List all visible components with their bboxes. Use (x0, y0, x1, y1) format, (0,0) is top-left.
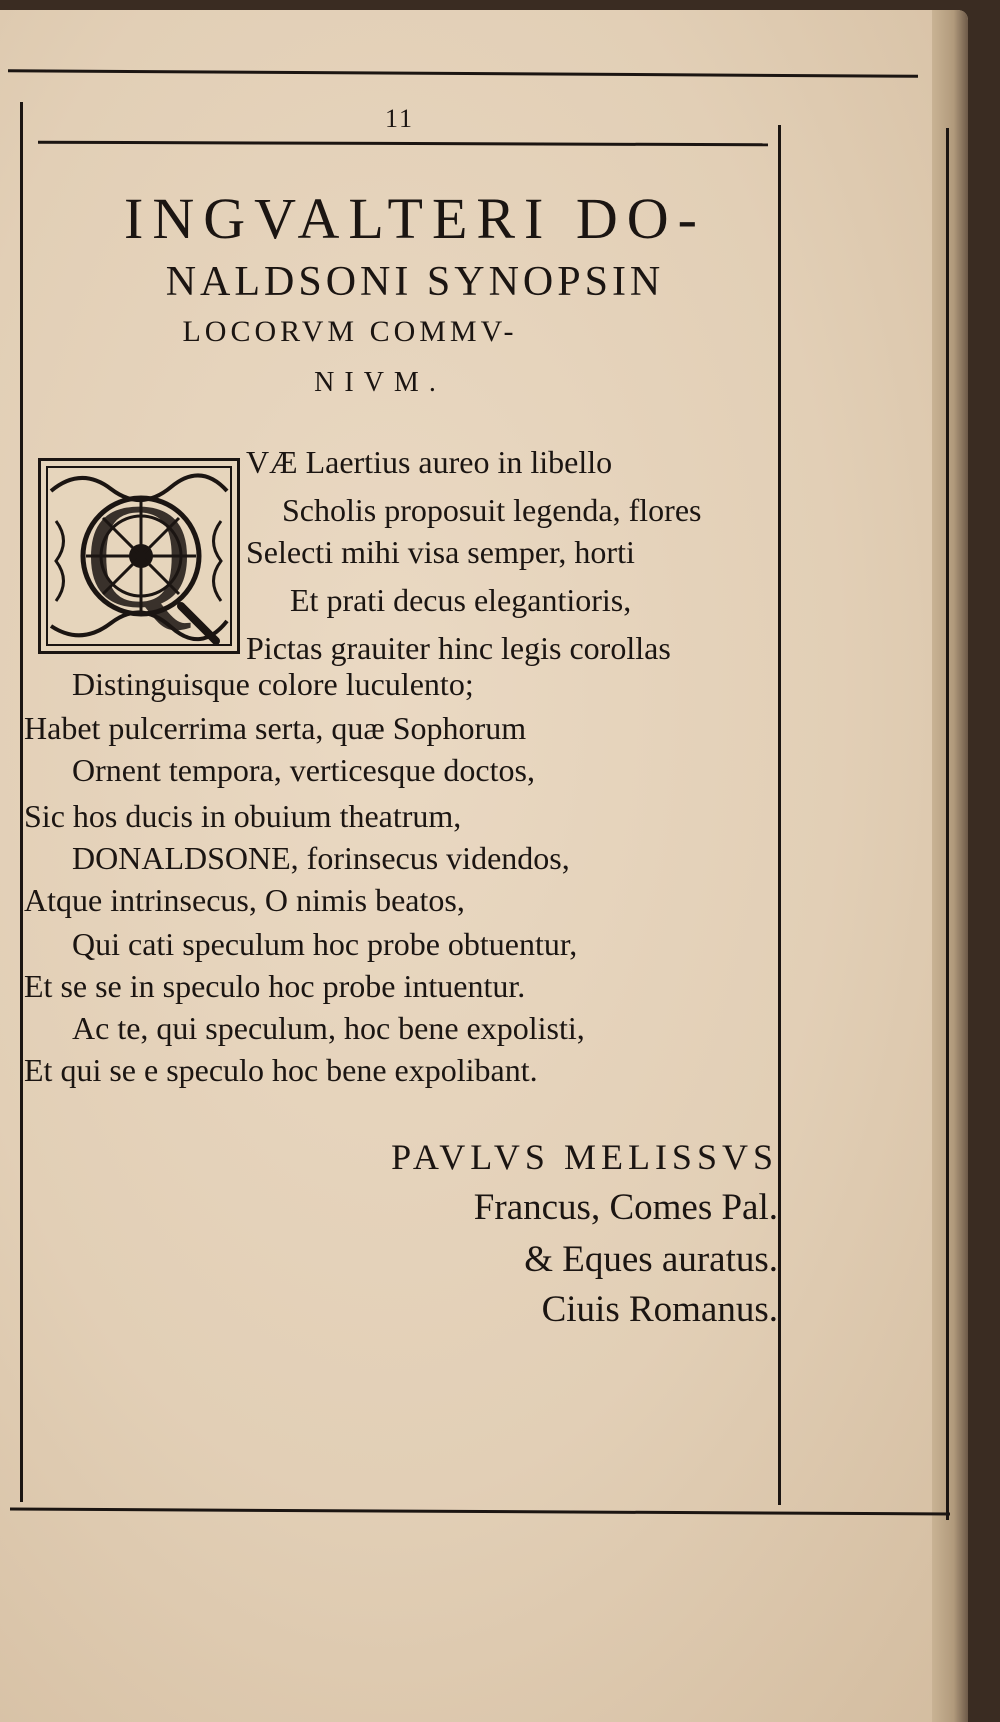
title-line-3: LOCORVM COMMV- (182, 315, 518, 348)
outer-right-rule (946, 128, 949, 1520)
top-rule (8, 69, 918, 78)
inner-right-rule (778, 125, 781, 1505)
poem-line: Ac te, qui speculum, hoc bene expolisti, (72, 1010, 585, 1046)
poem-line: Ornent tempora, verticesque doctos, (72, 752, 535, 788)
header-rule (38, 141, 768, 147)
poem-line: Sic hos ducis in obuium theatrum, (24, 798, 462, 834)
initial-letter: Q (84, 473, 194, 639)
poem-line: Qui cati speculum hoc probe obtuentur, (72, 926, 578, 962)
signature-line-3: & Eques auratus. (524, 1239, 778, 1280)
poem-line: DONALDSONE, forinsecus videndos, (72, 840, 570, 876)
left-rule (20, 102, 23, 1502)
page-edge (932, 10, 968, 1722)
signature-line-2: Francus, Comes Pal. (473, 1187, 778, 1228)
title-line-2: NALDSONI SYNOPSIN (165, 259, 665, 305)
signature-line-4: Ciuis Romanus. (541, 1289, 778, 1330)
title-line-4: NIVM. (314, 367, 446, 398)
poem-line: Atque intrinsecus, O nimis beatos, (24, 882, 465, 918)
bottom-rule (10, 1508, 950, 1516)
page-number: 11 (385, 104, 415, 133)
book-page (0, 10, 968, 1722)
title-line-1: INGVALTERI DO- (124, 186, 706, 251)
poem-line: Habet pulcerrima serta, quæ Sophorum (24, 710, 527, 746)
signature-name: PAVLVS MELISSVS (391, 1137, 778, 1177)
poem-line: Et qui se e speculo hoc bene expolibant. (24, 1052, 538, 1088)
poem-line: VÆ Laertius aureo in libello (246, 444, 613, 480)
poem-line: Selecti mihi visa semper, horti (246, 534, 635, 570)
poem-line: Et prati decus elegantioris, (290, 582, 632, 618)
decorated-initial (38, 458, 240, 654)
poem-line: Et se se in speculo hoc probe intuentur. (24, 968, 526, 1004)
poem-line: Pictas grauiter hinc legis corollas (246, 630, 671, 666)
poem-line: Distinguisque colore luculento; (72, 666, 474, 702)
poem-line: Scholis proposuit legenda, flores (282, 492, 702, 528)
